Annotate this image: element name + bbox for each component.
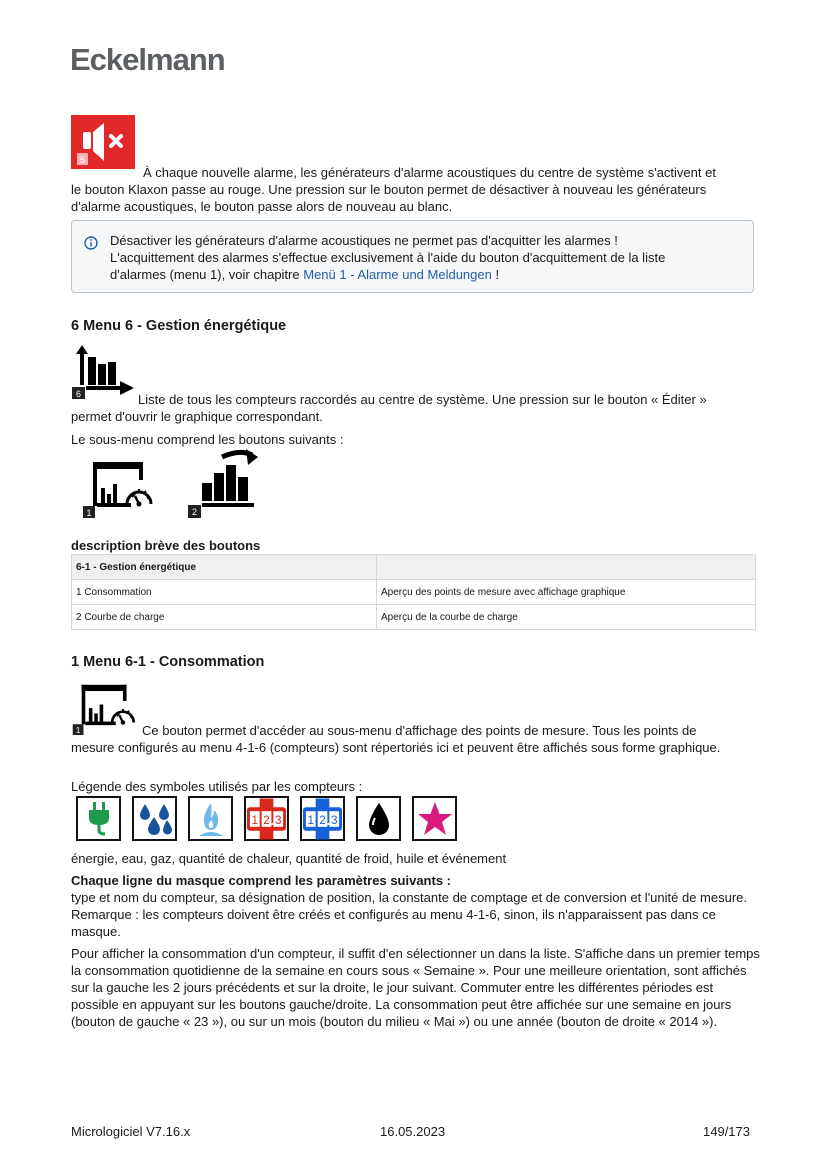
consumption-button-icon[interactable]: [83, 460, 155, 518]
footer-firmware-version: Micrologiciel V7.16.x: [71, 1124, 191, 1139]
gas-flame-icon: [188, 796, 233, 841]
submenu-intro: Le sous-menu comprend les boutons suivants :: [71, 432, 344, 447]
table-row: [72, 605, 756, 630]
svg-text:2: 2: [319, 813, 326, 827]
chapter-link-menu1[interactable]: Menü 1 - Alarme und Meldungen: [303, 267, 492, 282]
svg-text:3: 3: [330, 813, 338, 827]
water-drops-icon: [132, 796, 177, 841]
klaxon-text-rest: le bouton Klaxon passe au rouge. Une pression sur le bouton permet de désactiver à nouveau les générateurs d'alarme acoustiques, le bouton passe alors de nouveau au blanc.: [71, 182, 707, 214]
table-cell: 2 Courbe de charge: [72, 605, 377, 630]
button-description-table: [71, 554, 756, 630]
klaxon-text-line1: À chaque nouvelle alarme, les générateurs d'alarme acoustiques du centre de système s'activent et: [143, 165, 716, 180]
eckelmann-logo: Eckelmann: [70, 42, 225, 77]
energy-management-icon: [72, 345, 136, 399]
section-6-text-line1: Liste de tous les compteurs raccordés au centre de système. Une pression sur le bouton « Éditer »: [138, 392, 707, 407]
star-icon: [412, 796, 457, 841]
table-header-cell: 6-1 - Gestion énergétique: [72, 555, 377, 580]
info-note: [71, 220, 754, 293]
table-header-row: [72, 555, 756, 580]
section-6-heading: 6 Menu 6 - Gestion énergétique: [71, 318, 287, 334]
load-curve-button-icon[interactable]: [188, 447, 260, 519]
section-6-1-text-rest: mesure configurés au menu 4-1-6 (compteurs) sont répertoriés ici et peuvent être affichés sous forme graphique.: [71, 740, 721, 755]
heat-meter-icon: [244, 796, 289, 841]
svg-text:3: 3: [274, 813, 282, 827]
params-text: type et nom du compteur, sa désignation de position, la constante de comptage et de conversion et l'unité de mesure. Remarque : les compteurs doivent être créés et configurés au menu 4-1-6, sinon, ils n'apparaissent pas dans ce masque.: [71, 890, 748, 939]
energy-icon-number: 6: [75, 389, 82, 399]
table-title: description brève des boutons: [71, 538, 261, 553]
consumption-icon: [72, 683, 138, 735]
note-line3-prefix: d'alarmes (menu 1), voir chapitre: [110, 267, 304, 282]
table-cell: 1 Consommation: [72, 580, 377, 605]
legend-intro: Légende des symboles utilisés par les compteurs :: [71, 779, 363, 794]
legend-caption: énergie, eau, gaz, quantité de chaleur, quantité de froid, huile et événement: [71, 851, 507, 866]
info-icon: [84, 236, 98, 250]
table-cell: Aperçu des points de mesure avec affichage graphique: [377, 580, 756, 605]
note-line3-suffix: !: [491, 267, 500, 282]
footer-page-number: 149/173: [703, 1124, 750, 1139]
klaxon-icon-number: 5: [79, 155, 86, 165]
consumption-icon-number: 1: [75, 726, 81, 735]
cold-meter-icon: [300, 796, 345, 841]
svg-text:1: 1: [251, 813, 259, 827]
footer-date: 16.05.2023: [380, 1124, 446, 1139]
section-6-text-line2: permet d'ouvrir le graphique correspondant.: [71, 409, 323, 424]
params-heading: Chaque ligne du masque comprend les paramètres suivants :: [71, 873, 451, 888]
plug-icon: [76, 796, 121, 841]
svg-text:2: 2: [263, 813, 270, 827]
meter-legend: [76, 796, 457, 841]
display-text: Pour afficher la consommation d'un compteur, il suffit d'en sélectionner un dans la liste. S'affiche dans un premier temps la consommation quotidienne de la semaine en cours sous « Semaine ». Pour une meilleure orientation, sont affichés sur la gauche les 2 jours précédents et sur la droite, le jour suivant. Commuter entre les différentes périodes est possible en appuyant sur les boutons gauche/droite. La consommation peut être affichée sur une semaine en jours (bouton de gauche « 23 »), ou sur un mois (bouton du milieu « Mai ») ou une année (bouton de droite « 2014 »).: [71, 946, 760, 1029]
klaxon-muted-icon: [71, 115, 135, 169]
section-6-1-heading: 1 Menu 6-1 - Consommation: [71, 654, 265, 670]
consumption-button-number: 1: [86, 508, 92, 518]
note-line2: L'acquittement des alarmes s'effectue exclusivement à l'aide du bouton d'acquittement de la liste: [110, 250, 666, 265]
table-cell: Aperçu de la courbe de charge: [377, 605, 756, 630]
table-row: [72, 580, 756, 605]
svg-text:1: 1: [307, 813, 315, 827]
note-line1: Désactiver les générateurs d'alarme acoustiques ne permet pas d'acquitter les alarmes !: [110, 233, 618, 248]
load-curve-button-number: 2: [191, 507, 198, 517]
table-header-cell: [377, 555, 756, 580]
oil-drop-icon: [356, 796, 401, 841]
section-6-1-text-line1: Ce bouton permet d'accéder au sous-menu d'affichage des points de mesure. Tous les points de: [142, 723, 697, 738]
